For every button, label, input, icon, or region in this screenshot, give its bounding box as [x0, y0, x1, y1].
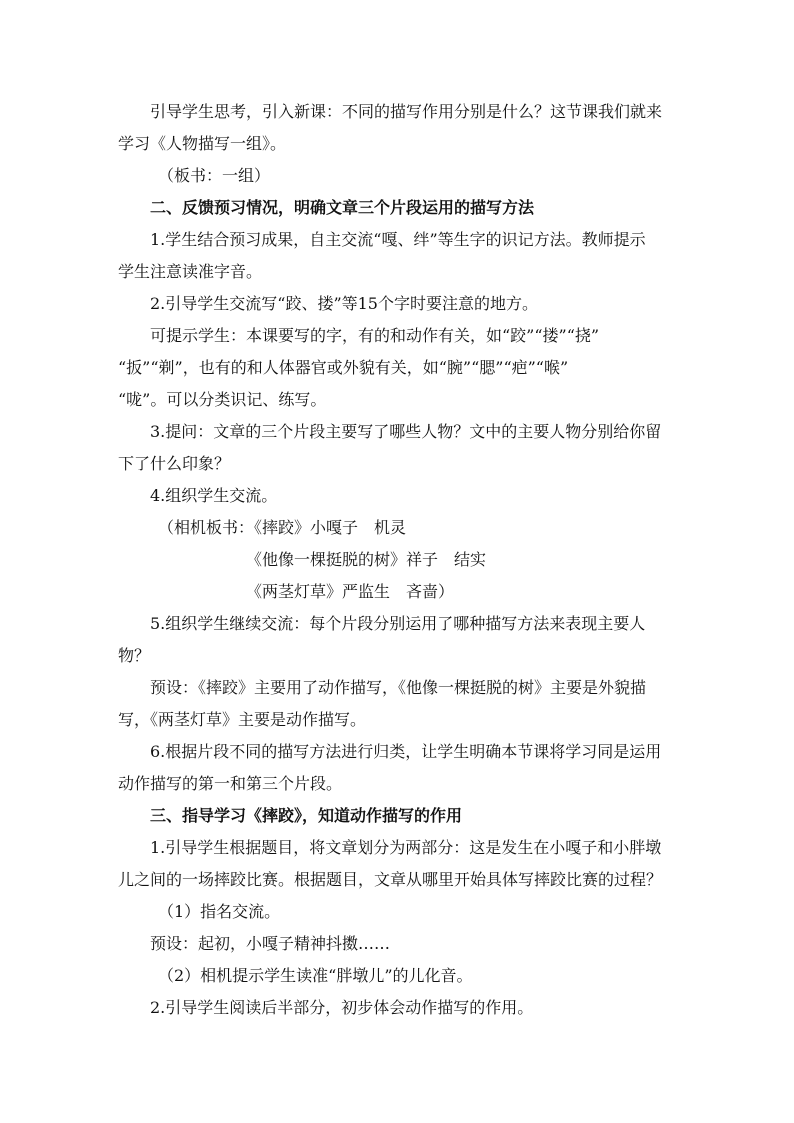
text-line: 5.组织学生继续交流：每个片段分别运用了哪种描写方法来表现主要人 [150, 614, 646, 633]
text-line: “咙”。可以分类识记、练写。 [118, 390, 327, 409]
board-note-line: 《两茎灯草》严监生 吝啬） [246, 582, 455, 601]
board-note-line: （相机板书：《摔跤》小嘎子 机灵 [158, 518, 407, 537]
text-line: 1.学生结合预习成果，自主交流“嘎、绊”等生字的识记方法。教师提示 [150, 230, 646, 249]
text-line: 引导学生思考，引入新课：不同的描写作用分别是什么？这节课我们就来 [150, 102, 663, 121]
section-heading: 二、反馈预习情况，明确文章三个片段运用的描写方法 [150, 198, 535, 217]
text-line: 学生注意读准字音。 [118, 262, 263, 281]
text-line: （2）相机提示学生读准“胖墩儿”的儿化音。 [158, 966, 473, 985]
text-line: 3.提问：文章的三个片段主要写了哪些人物？文中的主要人物分别给你留 [150, 422, 662, 441]
text-line: “扳”“剃”，也有的和人体器官或外貌有关，如“腕”“腮”“疤”“喉” [118, 358, 569, 377]
text-line: （板书：一组） [158, 166, 271, 185]
text-line: 物？ [118, 646, 151, 665]
text-line: 6.根据片段不同的描写方法进行归类，让学生明确本节课将学习同是运用 [150, 742, 662, 761]
text-line: 儿之间的一场摔跤比赛。根据题目，文章从哪里开始具体写摔跤比赛的过程？ [118, 870, 663, 889]
text-line: 下了什么印象？ [118, 454, 231, 473]
text-line: 学习《人物描写一组》。 [118, 134, 287, 153]
text-line: 4.组织学生交流。 [150, 486, 278, 505]
board-note-line: 《他像一棵挺脱的树》祥子 结实 [246, 550, 487, 569]
text-line: 2.引导学生交流写“跤、搂”等15个字时要注意的地方。 [150, 294, 538, 313]
text-line: 预设：起初，小嘎子精神抖擞…… [150, 934, 391, 953]
text-line: 预设：《摔跤》主要用了动作描写，《他像一棵挺脱的树》主要是外貌描 [150, 678, 647, 697]
text-line: 动作描写的第一和第三个片段。 [118, 774, 343, 793]
text-line: 可提示学生：本课要写的字，有的和动作有关，如“跤”“搂”“挠” [150, 326, 600, 345]
text-line: 写，《两茎灯草》主要是动作描写。 [118, 710, 367, 729]
text-line: 1.引导学生根据题目，将文章划分为两部分：这是发生在小嘎子和小胖墩 [150, 838, 662, 857]
text-line: 2.引导学生阅读后半部分，初步体会动作描写的作用。 [150, 998, 534, 1017]
section-heading: 三、指导学习《摔跤》，知道动作描写的作用 [150, 806, 463, 825]
text-line: （1）指名交流。 [158, 902, 281, 921]
